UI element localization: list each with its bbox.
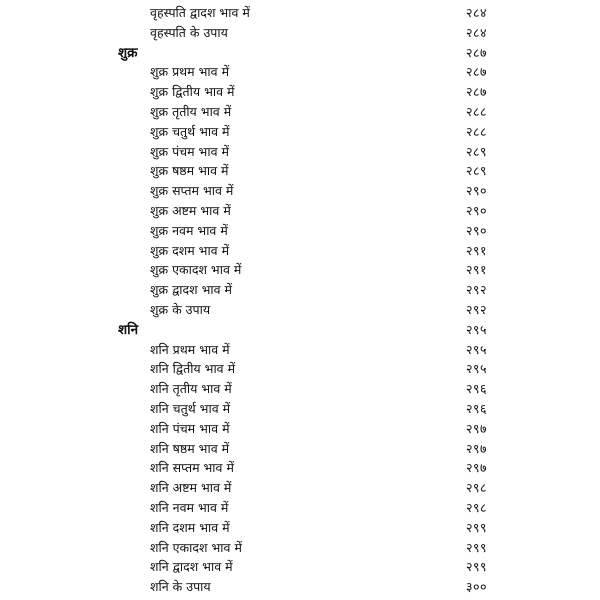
contents-entry-row [0, 280, 600, 300]
entry-label: शनि द्वादश भाव में [150, 559, 233, 575]
contents-entry-row [0, 300, 600, 320]
entry-page-number: २९८ [465, 480, 487, 496]
contents-entry-row [0, 340, 600, 360]
entry-page-number: २९७ [465, 440, 487, 456]
entry-label: वृहस्पति के उपाय [150, 24, 228, 40]
entry-page-number: २८८ [465, 104, 487, 119]
contents-entry-row [0, 538, 600, 558]
entry-page-number: २९२ [465, 302, 487, 317]
entry-label: शुक्र अष्टम भाव में [150, 203, 231, 218]
entry-page-number: २९० [465, 222, 487, 238]
entry-label: शुक्र चतुर्थ भाव में [150, 123, 230, 139]
entry-page-number: २९५ [465, 361, 487, 377]
entry-label: शुक्र तृतीय भाव में [150, 104, 232, 119]
entry-page-number: २९९ [465, 559, 487, 575]
contents-entry-row [0, 241, 600, 261]
entry-label: शनि पंचम भाव में [150, 420, 230, 436]
entry-label: शनि द्वितीय भाव में [150, 361, 236, 377]
contents-entry-row [0, 260, 600, 280]
entry-label: शनि एकादश भाव में [150, 539, 242, 555]
entry-page-number: २९५ [465, 321, 487, 337]
entry-label: शुक्र पंचम भाव में [150, 143, 229, 159]
entry-label: शनि के उपाय [150, 579, 211, 595]
entry-label: शनि चतुर्थ भाव में [150, 401, 231, 416]
contents-entry-row [0, 122, 600, 142]
entry-page-number: २८९ [465, 143, 487, 159]
contents-entry-row [0, 478, 600, 498]
contents-entry-row [0, 518, 600, 538]
contents-entry-row [0, 102, 600, 122]
entry-page-number: २९० [465, 183, 487, 199]
contents-entry-row [0, 439, 600, 459]
contents-entry-row [0, 379, 600, 399]
entry-page-number: २८७ [465, 84, 487, 100]
entry-page-number: २९८ [465, 500, 487, 515]
entry-label: शनि तृतीय भाव में [150, 381, 232, 397]
contents-entry-row [0, 399, 600, 419]
entry-page-number: २८७ [465, 64, 487, 80]
contents-entry-row [0, 221, 600, 241]
entry-label: शुक्र सप्तम भाव में [150, 183, 234, 199]
section-heading-label: शनि [118, 321, 139, 338]
entry-label: शुक्र द्वितीय भाव में [150, 84, 235, 100]
entry-page-number: २८४ [465, 5, 487, 20]
entry-page-number: २९६ [465, 401, 487, 416]
entry-label: शनि प्रथम भाव में [150, 341, 230, 357]
entry-label: शुक्र द्वादश भाव में [150, 282, 233, 298]
entry-label: शनि अष्टम भाव में [150, 480, 232, 496]
entry-label: शुक्र दशम भाव में [150, 242, 230, 258]
contents-entry-row [0, 82, 600, 102]
entry-page-number: २९१ [465, 242, 487, 258]
entry-page-number: २९२ [465, 282, 487, 298]
entry-label: शनि नवम भाव में [150, 500, 229, 515]
entry-label: वृहस्पति द्वादश भाव में [150, 5, 250, 20]
entry-label: शुक्र नवम भाव में [150, 222, 228, 238]
entry-label: शुक्र एकादश भाव में [150, 262, 242, 278]
entry-page-number: २८९ [465, 163, 487, 179]
entry-page-number: २९५ [465, 341, 487, 357]
contents-entry-row [0, 359, 600, 379]
entry-label: शुक्र षष्ठम भाव में [150, 163, 229, 179]
entry-page-number: २९७ [465, 460, 487, 476]
entry-page-number: ३०० [465, 579, 487, 595]
contents-entry-row [0, 557, 600, 577]
entry-page-number: २८७ [465, 44, 487, 60]
contents-entry-row [0, 3, 600, 23]
contents-entry-row [0, 419, 600, 439]
entry-page-number: २९७ [465, 420, 487, 436]
entry-label: शुक्र के उपाय [150, 302, 211, 317]
contents-entry-row [0, 23, 600, 43]
entry-page-number: २९१ [465, 262, 487, 278]
section-heading-row [0, 320, 600, 340]
section-heading-row [0, 43, 600, 63]
entry-label: शनि षष्ठम भाव में [150, 440, 230, 456]
entry-page-number: २९९ [465, 519, 487, 535]
entry-label: शनि सप्तम भाव में [150, 460, 234, 476]
contents-entry-row [0, 577, 600, 597]
entry-page-number: २९६ [465, 381, 487, 397]
entry-page-number: २९९ [465, 539, 487, 555]
contents-entry-row [0, 161, 600, 181]
entry-label: शुक्र प्रथम भाव में [150, 64, 230, 80]
entry-label: शनि दशम भाव में [150, 519, 230, 535]
contents-entry-row [0, 62, 600, 82]
contents-entry-row [0, 142, 600, 162]
section-heading-label: शुक्र [118, 44, 138, 61]
contents-entry-row [0, 458, 600, 478]
entry-page-number: २८८ [465, 123, 487, 139]
entry-page-number: २८४ [465, 24, 487, 40]
contents-entry-row [0, 181, 600, 201]
contents-entry-row [0, 498, 600, 518]
entry-page-number: २९० [465, 203, 487, 218]
contents-entry-row [0, 201, 600, 221]
